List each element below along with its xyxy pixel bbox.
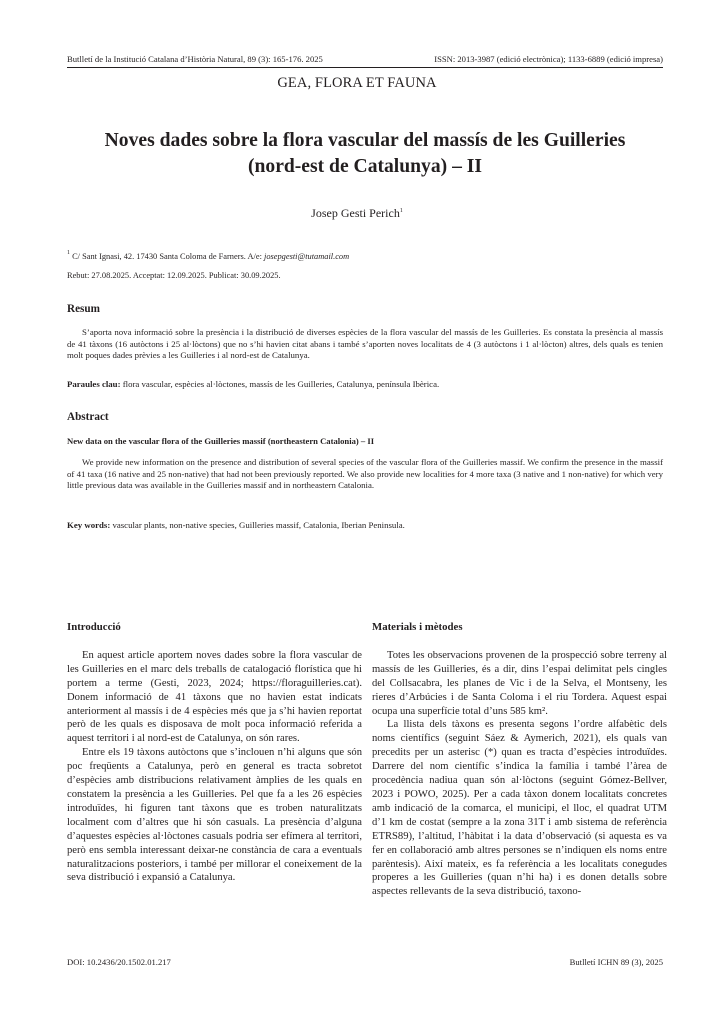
author	[0, 206, 714, 221]
author-name: Josep Gesti Perich	[311, 206, 400, 220]
journal-citation: Butlletí de la Institució Catalana d’Història Natural, 89 (3): 165-176. 2025	[67, 54, 323, 64]
resum-text	[67, 327, 663, 362]
english-title: New data on the vascular flora of the Guilleries massif (northeastern Catalonia) – II	[67, 436, 375, 446]
abstract-text	[67, 457, 663, 492]
keywords-en: vascular plants, non-native species, Guilleries massif, Catalonia, Iberian Peninsula.	[112, 520, 405, 530]
abstract-body: We provide new information on the presence and distribution of several species of the vascular flora of the Guilleries massif. We confirm the presence in the massif of 41 taxa (16 native and 25 non-native) that had not been previously reported. We also provide new localities for 4 more taxa (3 native and 1 non-native) for which very little previous data was available in the Guilleries massif and in northeastern Catalonia.	[67, 457, 663, 491]
title-line-1: Noves dades sobre la flora vascular del massís de les Guilleries	[104, 130, 626, 151]
introduccio-heading: Introducció	[67, 621, 121, 633]
affiliation-sup: 1	[67, 250, 70, 256]
materials-paragraph-1: Totes les observacions provenen de la prospecció sobre terreny al massís de les Guilleries, és a dir, dins l’espai delimitat pels cingles del Collsacabra, les planes de Vic i de la Selva, el Montseny, les rieres d’Arbúcies i de Santa Coloma i el riu Tordera. Aquest espai ocupa una superfície total d’uns 585 km².	[372, 649, 667, 717]
affiliation-address: C/ Sant Ignasi, 42. 17430 Santa Coloma de Farners. A/e:	[72, 252, 264, 261]
title-line-2: (nord-est de Catalunya) – II	[247, 156, 483, 177]
publication-dates: Rebut: 27.08.2025. Acceptat: 12.09.2025. Publicat: 30.09.2025.	[67, 271, 281, 280]
materials-heading: Materials i mètodes	[372, 621, 463, 633]
footer-journal: Butlletí ICHN 89 (3), 2025	[569, 957, 663, 967]
resum-body: S’aporta nova informació sobre la presència i la distribució de diverses espècies de la flora vascular del massís de les Guilleries. Es constata la presència al massís de 41 tàxons (16 autòctons i 25 al·lòctons) que no s’hi havien citat abans i també s’aporten noves localitats de 4 (3 autòctons i 1 al·lòcton) altres, dels quals es tenien molt poques dades prèvies a les Guilleries i al nord-est de Catalunya.	[67, 327, 663, 361]
abstract-keywords	[67, 520, 663, 530]
materials-section	[372, 621, 667, 899]
keywords-ca: flora vascular, espècies al·lòctones, massís de les Guilleries, Catalunya, península Ibèrica.	[122, 379, 440, 389]
affiliation	[67, 250, 349, 261]
abstract-heading: Abstract	[67, 411, 109, 423]
keywords-label-ca: Paraules clau:	[67, 379, 121, 389]
resum-keywords	[67, 379, 663, 389]
section-tag: GEA, FLORA ET FAUNA	[277, 75, 437, 91]
introduccio-paragraph-1: En aquest article aportem noves dades sobre la flora vascular de les Guilleries en el marc dels treballs de catalogació florística que hi portem a terme (Gesti, 2023, 2024; https://floraguilleries.cat). Donem informació de 41 tàxons que no havien estat indicats anteriorment al massís i de 4 espècies més que ja s’hi havien reportat però de les quals es disposava de molt poca informació referida a aquest territori i al nord-est de Catalunya, on són rares.	[67, 649, 362, 745]
running-head	[67, 54, 663, 68]
author-sup: 1	[399, 208, 403, 214]
keywords-label-en: Key words:	[67, 520, 111, 530]
resum-heading: Resum	[67, 303, 100, 315]
author-email[interactable]: josepgesti@tutamail.com	[264, 252, 350, 261]
issn: ISSN: 2013-3987 (edició electrònica); 1133-6889 (edició impresa)	[434, 54, 663, 64]
materials-paragraph-2: La llista dels tàxons es presenta segons l’ordre alfabètic dels noms científics (seguint Sáez & Aymerich, 2021), els quals van precedits per un asterisc (*) quan es tracta d’espècies introduïdes. Darrere del nom científic s’indica la família i també l’àrea de procedència nadiua quan són al·lòctons (seguint Gómez-Bellver, 2023 i POWO, 2025). Per a cada tàxon donem localitats concretes amb indicació de la comarca, el municipi, el lloc, el quadrat UTM d’1 km de costat (sempre a la zona 31T i amb sistema de referència ETRS89), l’altitud, l’hàbitat i la data d’observació (si aquesta es va fer en collaboració amb altres persones se n’indiquen els noms entre parèntesis). Així mateix, es fa referència a les localitats conegudes properes a les Guilleries (quan n’hi ha) i es donen detalls sobre aspectes rellevants de la seva distribució, taxono-	[372, 719, 667, 898]
introduccio-section	[67, 621, 362, 885]
doi[interactable]: DOI: 10.2436/20.1502.01.217	[67, 957, 171, 967]
article-title	[67, 128, 663, 180]
introduccio-paragraph-2: Entre els 19 tàxons autòctons que s’inclouen n’hi alguns que són poc freqüents a Catalunya, però en general es tracta sobretot d’espècies amb distribucions relativament àmplies de les quals en constatem la presència a les Guilleries. Pel que fa a les 26 espècies introduïdes, hi figuren tant tàxons que es troben naturalitzats localment com d’altres que hi són casuals. La presència d’alguna d’aquestes espècies al·lòctones casuals podria ser efímera al territori, però ens sembla interessant deixar-ne constància de cara a eventuals naturalitzacions posteriors, i també per millorar el coneixement de la seva distribució i expansió a Catalunya.	[67, 747, 362, 884]
